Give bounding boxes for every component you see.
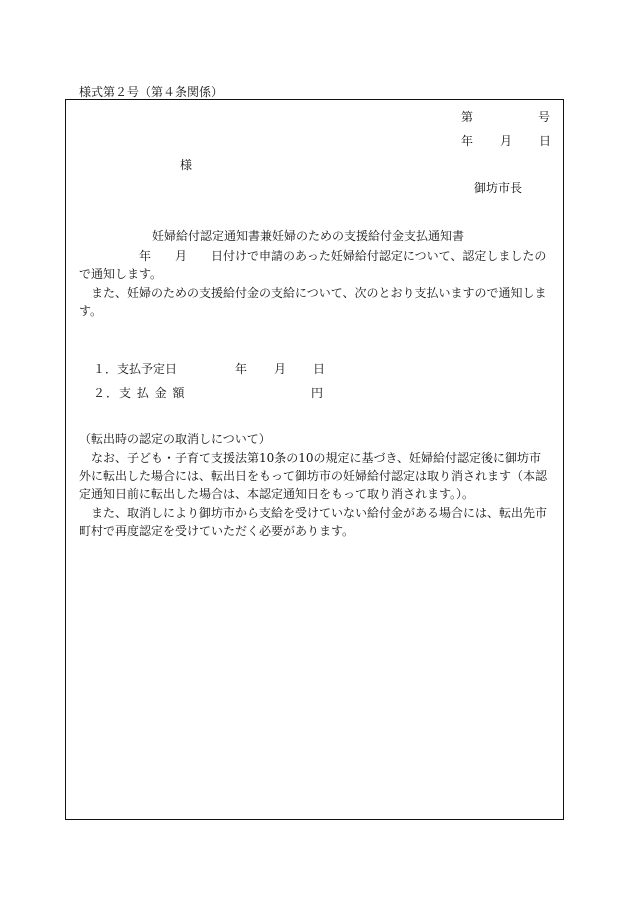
certification-paragraph: 年 月 日付けで申請のあった妊婦給付認定について、認定しましたので通知します。	[79, 249, 547, 281]
issuer-name: 御坊市長	[474, 181, 523, 195]
payment-amount-label: ２．支 払 金 額	[93, 386, 186, 400]
document-number-prefix: 第	[461, 110, 474, 124]
recertification-paragraph: また、取消しにより御坊市から支給を受けていない給付金がある場合には、転出先市町村で再度認定を受けていただく必要があります。	[79, 506, 548, 538]
revocation-notice-heading: （転出時の認定の取消しについて）	[79, 432, 271, 446]
document-number-suffix: 号	[538, 110, 551, 124]
date-year-label: 年	[461, 134, 474, 148]
date-day-label: 日	[539, 134, 552, 148]
payment-paragraph: また、妊婦のための支援給付金の支給について、次のとおり支払いますので通知します。	[79, 286, 547, 318]
payment-amount-unit: 円	[311, 386, 324, 400]
form-number-label: 様式第２号（第４条関係）	[79, 85, 224, 99]
payment-date-day: 日	[313, 362, 326, 376]
revocation-notice-paragraph: なお、子ども・子育て支援法第10条の10の規定に基づき、妊婦給付認定後に御坊市外に転出した場合には、転出日をもって御坊市の妊婦給付認定は取り消されます（本認定通知日前に転出した場合は、本認定通知日をもって取り消されます。）。	[79, 451, 548, 501]
payment-date-label: １．支払予定日	[93, 362, 178, 376]
payment-date-month: 月	[274, 362, 287, 376]
payment-date-year: 年	[235, 362, 248, 376]
date-month-label: 月	[500, 134, 513, 148]
document-title: 妊婦給付認定通知書兼妊婦のための支援給付金支払通知書	[152, 229, 465, 243]
addressee-suffix: 様	[180, 158, 193, 172]
